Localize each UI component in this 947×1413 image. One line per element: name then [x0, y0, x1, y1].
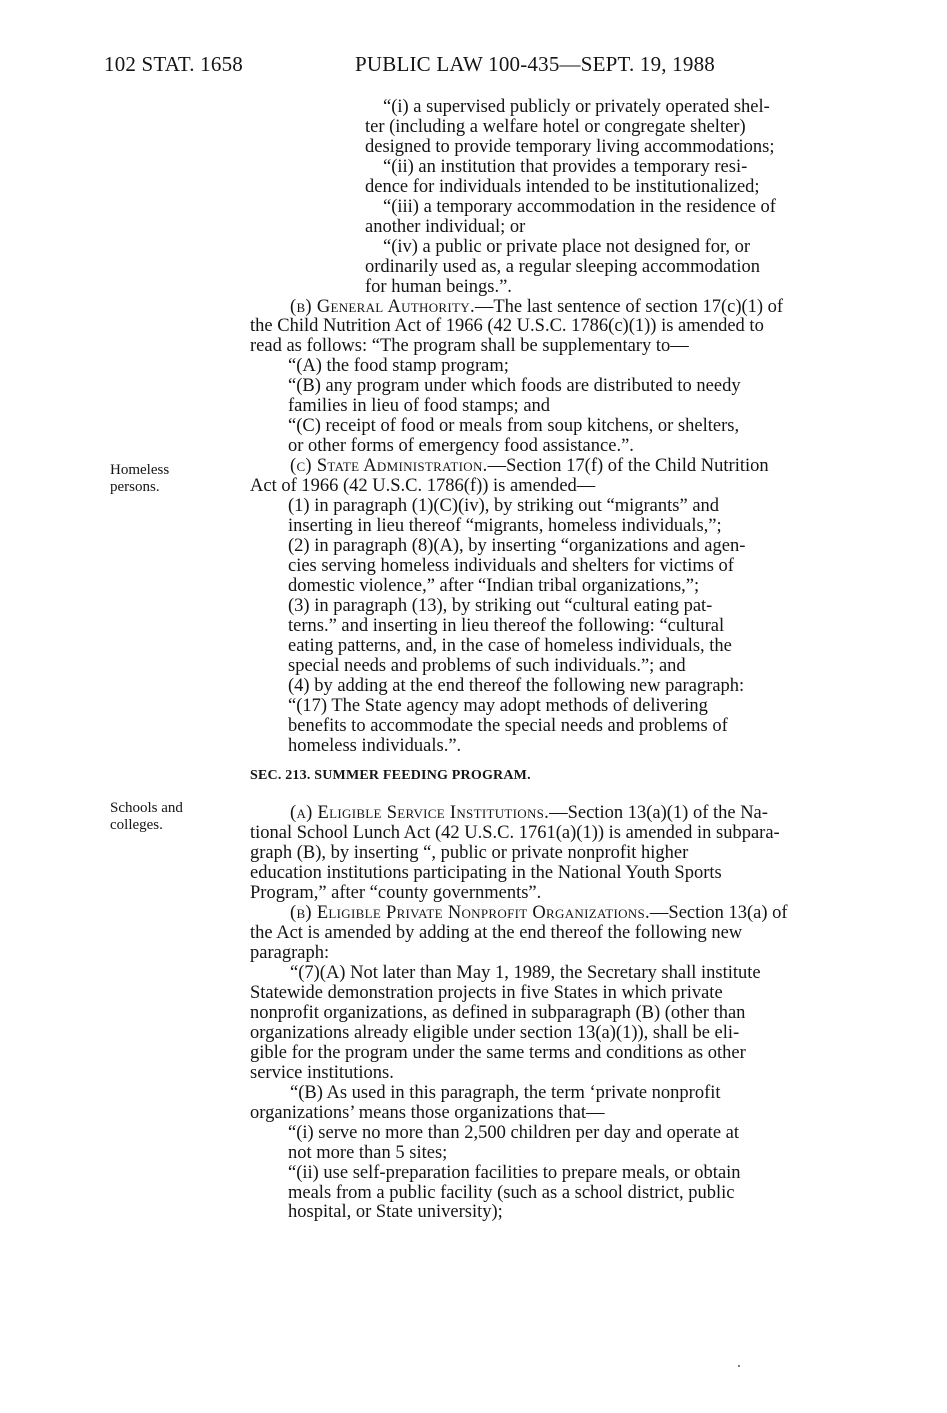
clause-7b-ii-line: meals from a public facility (such as a school district, public [288, 1182, 735, 1203]
subsection-a-line: Program,” after “county governments”. [250, 883, 542, 904]
clause-ii-line: dence for individuals intended to be institutionalized; [365, 176, 760, 197]
paragraph-7a-line: “(7)(A) Not later than May 1, 1989, the Secretary shall institute [290, 963, 761, 984]
page-reference: 102 STAT. 1658 [104, 52, 243, 76]
paragraph-3-line: (3) in paragraph (13), by striking out “cultural eating pat- [288, 595, 713, 616]
paragraph-3-line: special needs and problems of such individuals.”; and [288, 655, 686, 676]
paragraph-2-line: cies serving homeless individuals and shelters for victims of [288, 555, 734, 576]
subsection-a-text: —Section 13(a)(1) of the Na- [549, 803, 768, 824]
subsection-a-line: graph (B), by inserting “, public or private nonprofit higher [250, 843, 689, 864]
statute-body [250, 98, 872, 1223]
subsection-b-text: —The last sentence of section 17(c)(1) of [474, 296, 784, 317]
paragraph-2-line: (2) in paragraph (8)(A), by inserting “organizations and agen- [288, 535, 746, 556]
subsection-b2-line [250, 904, 872, 924]
scan-speck [738, 1365, 740, 1367]
subsection-a-line [250, 804, 872, 824]
subsection-b-line [250, 298, 872, 318]
clause-iv-line: for human beings.”. [365, 276, 512, 297]
paragraph-17-line: homeless individuals.”. [288, 735, 462, 756]
paragraph-2-line: domestic violence,” after “Indian tribal organizations,”; [288, 575, 700, 596]
clause-ii-line: “(ii) an institution that provides a temporary resi- [383, 156, 748, 177]
subsection-c-heading: (c) State Administration. [290, 456, 488, 477]
margin-note-schools: Schools and colleges. [110, 800, 183, 833]
clause-7b-ii-line: “(ii) use self-preparation facilities to prepare meals, or obtain [288, 1162, 741, 1183]
subsection-b-line: read as follows: “The program shall be supplementary to— [250, 336, 689, 357]
subsection-b2-line: paragraph: [250, 943, 330, 964]
margin-note-homeless: Homeless persons. [110, 462, 170, 495]
clause-7b-ii-line: hospital, or State university); [288, 1202, 503, 1223]
paragraph-7a-line: gible for the program under the same terms and conditions as other [250, 1042, 746, 1063]
subsection-a-line: education institutions participating in the National Youth Sports [250, 863, 722, 884]
item-c-line: “(C) receipt of food or meals from soup kitchens, or shelters, [288, 416, 740, 437]
item-a-line: “(A) the food stamp program; [288, 356, 509, 377]
paragraph-7b-line: “(B) As used in this paragraph, the term ‘private nonprofit [290, 1082, 721, 1103]
paragraph-7b-line: organizations’ means those organizations that— [250, 1102, 605, 1123]
subsection-b-heading: (b) General Authority. [290, 296, 475, 317]
clause-iv-line: ordinarily used as, a regular sleeping accommodation [365, 256, 761, 277]
paragraph-3-line: eating patterns, and, in the case of homeless individuals, the [288, 635, 732, 656]
section-heading: SEC. 213. SUMMER FEEDING PROGRAM. [250, 768, 531, 784]
paragraph-1-line: (1) in paragraph (1)(C)(iv), by striking out “migrants” and [288, 496, 720, 517]
paragraph-7a-line: nonprofit organizations, as defined in subparagraph (B) (other than [250, 1002, 746, 1023]
paragraph-1-line: inserting in lieu thereof “migrants, homeless individuals,”; [288, 516, 722, 537]
subsection-a-line: tional School Lunch Act (42 U.S.C. 1761(a)(1)) is amended in subpara- [250, 823, 780, 844]
subsection-b2-text: —Section 13(a) of [649, 903, 788, 924]
subsection-a-heading: (a) Eligible Service Institutions. [290, 803, 550, 824]
clause-iii-line: “(iii) a temporary accommodation in the residence of [383, 196, 776, 217]
clause-7b-i-line: “(i) serve no more than 2,500 children per day and operate at [288, 1122, 740, 1143]
subsection-c-line [250, 457, 872, 477]
item-c-line: or other forms of emergency food assistance.”. [288, 436, 634, 457]
paragraph-7a-line: Statewide demonstration projects in five States in which private [250, 982, 723, 1003]
paragraph-17-line: benefits to accommodate the special needs and problems of [288, 715, 728, 736]
subsection-b-line: the Child Nutrition Act of 1966 (42 U.S.C. 1786(c)(1)) is amended to [250, 316, 764, 337]
item-b-line: “(B) any program under which foods are distributed to needy [288, 376, 741, 397]
subsection-b2-heading: (b) Eligible Private Nonprofit Organizations. [290, 903, 650, 924]
clause-i-line: “(i) a supervised publicly or privately operated shel- [383, 97, 770, 117]
clause-i-line: designed to provide temporary living accommodations; [365, 136, 775, 157]
clause-7b-i-line: not more than 5 sites; [288, 1142, 448, 1163]
clause-iv-line: “(iv) a public or private place not designed for, or [383, 236, 751, 257]
subsection-c-text: —Section 17(f) of the Child Nutrition [487, 456, 769, 477]
clause-i-line: ter (including a welfare hotel or congregate shelter) [365, 116, 746, 137]
paragraph-17-line: “(17) The State agency may adopt methods of delivering [288, 695, 708, 716]
subsection-b2-line: the Act is amended by adding at the end thereof the following new [250, 923, 743, 944]
paragraph-3-line: terns.” and inserting in lieu thereof the following: “cultural [288, 615, 725, 636]
paragraph-7a-line: organizations already eligible under section 13(a)(1)), shall be eli- [250, 1022, 740, 1043]
paragraph-4-line: (4) by adding at the end thereof the following new paragraph: [288, 675, 745, 696]
law-citation-header: PUBLIC LAW 100-435—SEPT. 19, 1988 [355, 52, 715, 76]
subsection-c-line: Act of 1966 (42 U.S.C. 1786(f)) is amended— [250, 476, 596, 497]
clause-iii-line: another individual; or [365, 216, 526, 237]
item-b-line: families in lieu of food stamps; and [288, 396, 551, 417]
paragraph-7a-line: service institutions. [250, 1062, 394, 1083]
